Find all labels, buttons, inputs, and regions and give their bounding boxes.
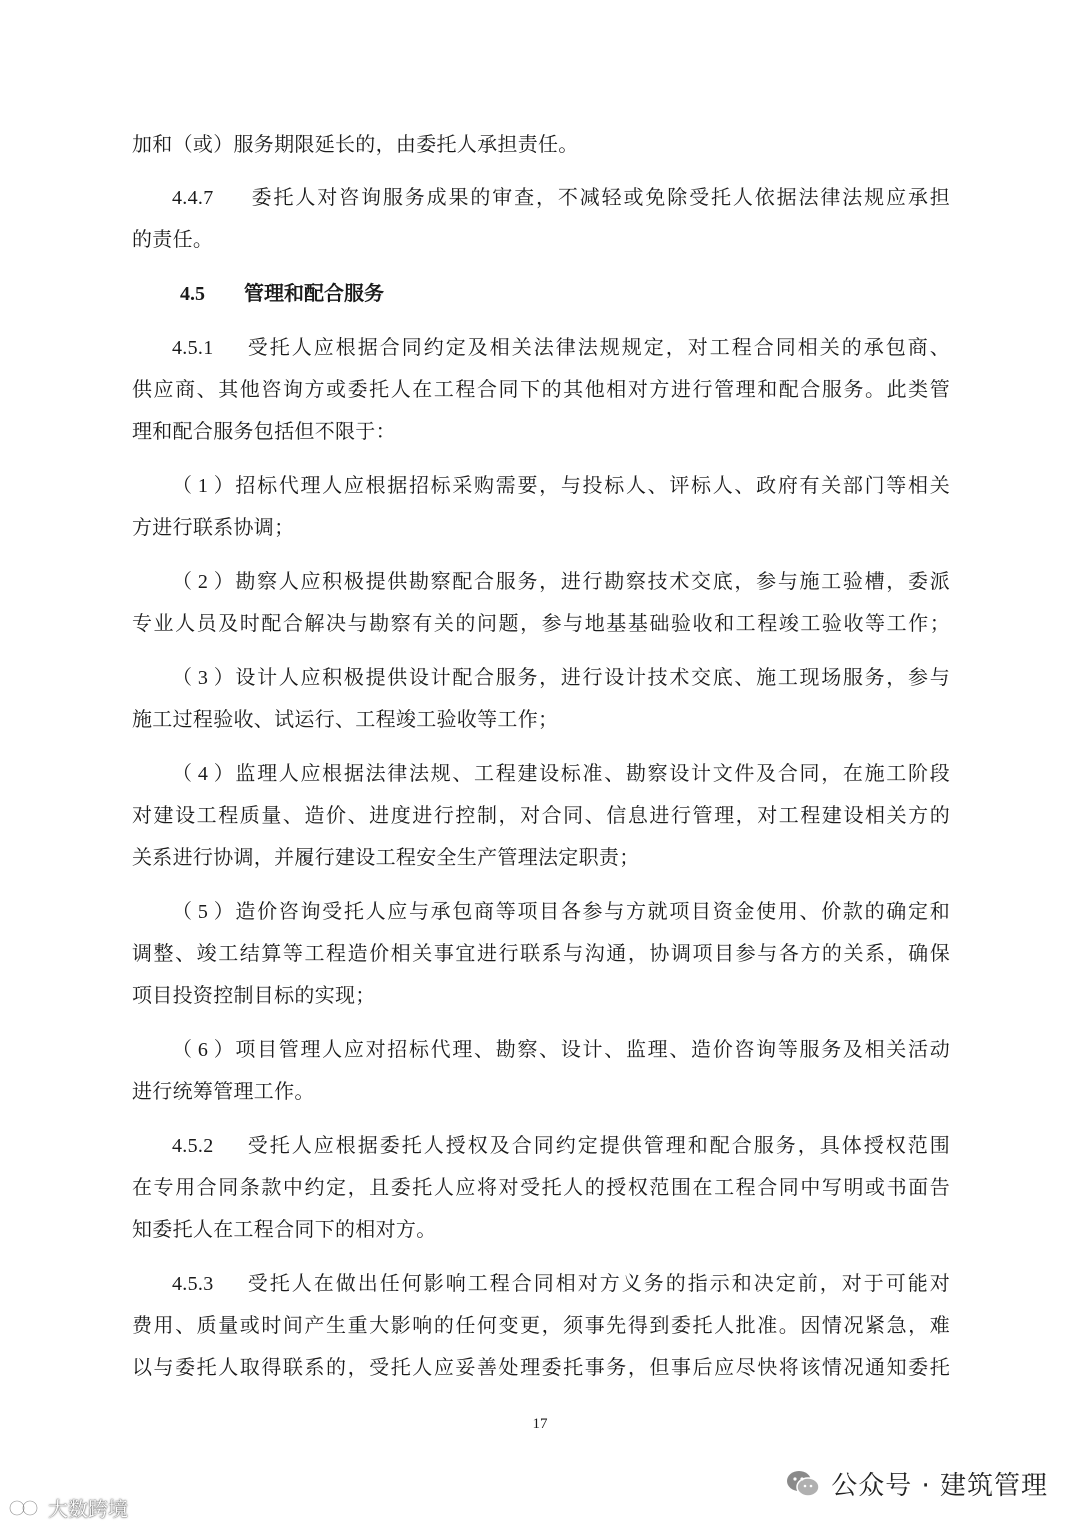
item-4-line-2 [132,801,950,829]
item-number: （1） [172,475,234,497]
line-text: 受托人应根据合同约定及相关法律法规规定，对工程合同相关的承包商、 [246,335,950,359]
item-6-line-1 [172,1035,950,1064]
item-3-line-2 [132,705,950,733]
watermark-right-text: 公众号 · 建筑管理 [831,1471,1048,1501]
item-4-line-3 [132,843,950,871]
line-text: 勘察人应积极提供勘察配合服务，进行勘察技术交底，参与施工验槽，委派 [234,569,950,593]
clause-4-5-1-line-1 [172,333,950,362]
line-text: 监理人应根据法律法规、工程建设标准、勘察设计文件及合同，在施工阶段 [234,761,950,785]
line-text: 施工过程验收、试运行、工程竣工验收等工作； [132,707,559,731]
item-number: （4） [172,763,234,785]
watermark-right [785,1465,1048,1502]
clause-number: 4.5.1 [172,337,214,359]
item-5-line-1 [172,897,950,926]
line-text: 造价咨询受托人应与承包商等项目各参与方就项目资金使用、价款的确定和 [234,899,950,923]
section-heading-4-5 [180,279,384,308]
item-number: （5） [172,901,234,923]
clause-number: 4.5.2 [172,1135,214,1157]
item-1-line-2 [132,513,950,541]
line-text: 专业人员及时配合解决与勘察有关的问题，参与地基基础验收和工程竣工验收等工作； [132,611,950,635]
item-number: （6） [172,1039,234,1061]
item-number: （3） [172,667,234,689]
clause-4-5-3-line-1 [172,1269,950,1298]
line-text: 加和（或）服务期限延长的，由委托人承担责任。 [132,132,579,156]
line-text: 供应商、其他咨询方或委托人在工程合同下的其他相对方进行管理和配合服务。此类管 [132,377,950,401]
item-5-line-2 [132,939,950,967]
clause-4-5-2-line-2 [132,1173,950,1201]
line-text: 调整、竣工结算等工程造价相关事宜进行联系与沟通，协调项目参与各方的关系，确保 [132,941,950,965]
line-text: 知委托人在工程合同下的相对方。 [132,1217,437,1241]
clause-4-5-2-line-3 [132,1215,950,1243]
item-3-line-1 [172,663,950,692]
line-text: 关系进行协调，并履行建设工程安全生产管理法定职责； [132,845,640,869]
line-text: 进行统筹管理工作。 [132,1079,315,1103]
item-number: （2） [172,571,234,593]
item-6-line-2 [132,1077,950,1105]
line-text: 项目投资控制目标的实现； [132,983,376,1007]
item-4-line-1 [172,759,950,788]
clause-4-5-2-line-1 [172,1131,950,1160]
line-text: 设计人应积极提供设计配合服务，进行设计技术交底、施工现场服务，参与 [234,665,950,689]
section-number: 4.5 [180,283,205,305]
page-number: 17 [532,1416,548,1432]
line-text: 项目管理人应对招标代理、勘察、设计、监理、造价咨询等服务及相关活动 [234,1037,950,1061]
item-1-line-1 [172,471,950,500]
clause-4-5-1-line-2 [132,375,950,403]
line-text: 理和配合服务包括但不限于： [132,419,396,443]
watermark-left-text: 大数跨境 [48,1497,128,1521]
line-text: 的责任。 [132,227,214,251]
watermark-logo-icon [8,1497,42,1519]
item-2-line-1 [172,567,950,596]
clause-4-4-7-line-2 [132,225,950,253]
paragraph-line [132,130,950,158]
item-5-line-3 [132,981,950,1009]
line-text: 受托人在做出任何影响工程合同相对方义务的指示和决定前，对于可能对 [246,1271,950,1295]
clause-4-5-3-line-3 [132,1353,950,1381]
line-text: 对建设工程质量、造价、进度进行控制，对合同、信息进行管理，对工程建设相关方的 [132,803,950,827]
section-title: 管理和配合服务 [244,281,384,305]
clause-number: 4.4.7 [172,187,214,209]
line-text: 以与委托人取得联系的，受托人应妥善处理委托事务，但事后应尽快将该情况通知委托 [132,1355,950,1379]
line-text: 费用、质量或时间产生重大影响的任何变更，须事先得到委托人批准。因情况紧急，难 [132,1313,950,1337]
clause-4-5-1-line-3 [132,417,950,445]
line-text: 委托人对咨询服务成果的审查，不减轻或免除受托人依据法律法规应承担 [250,185,950,209]
item-2-line-2 [132,609,950,637]
clause-4-4-7-line-1 [172,183,950,212]
line-text: 受托人应根据委托人授权及合同约定提供管理和配合服务，具体授权范围 [246,1133,950,1157]
clause-number: 4.5.3 [172,1273,214,1295]
wechat-icon [785,1468,821,1500]
clause-4-5-3-line-2 [132,1311,950,1339]
line-text: 在专用合同条款中约定，且委托人应将对受托人的授权范围在工程合同中写明或书面告 [132,1175,950,1199]
line-text: 方进行联系协调； [132,515,295,539]
line-text: 招标代理人应根据招标采购需要，与投标人、评标人、政府有关部门等相关 [234,473,950,497]
watermark-left [8,1493,128,1522]
